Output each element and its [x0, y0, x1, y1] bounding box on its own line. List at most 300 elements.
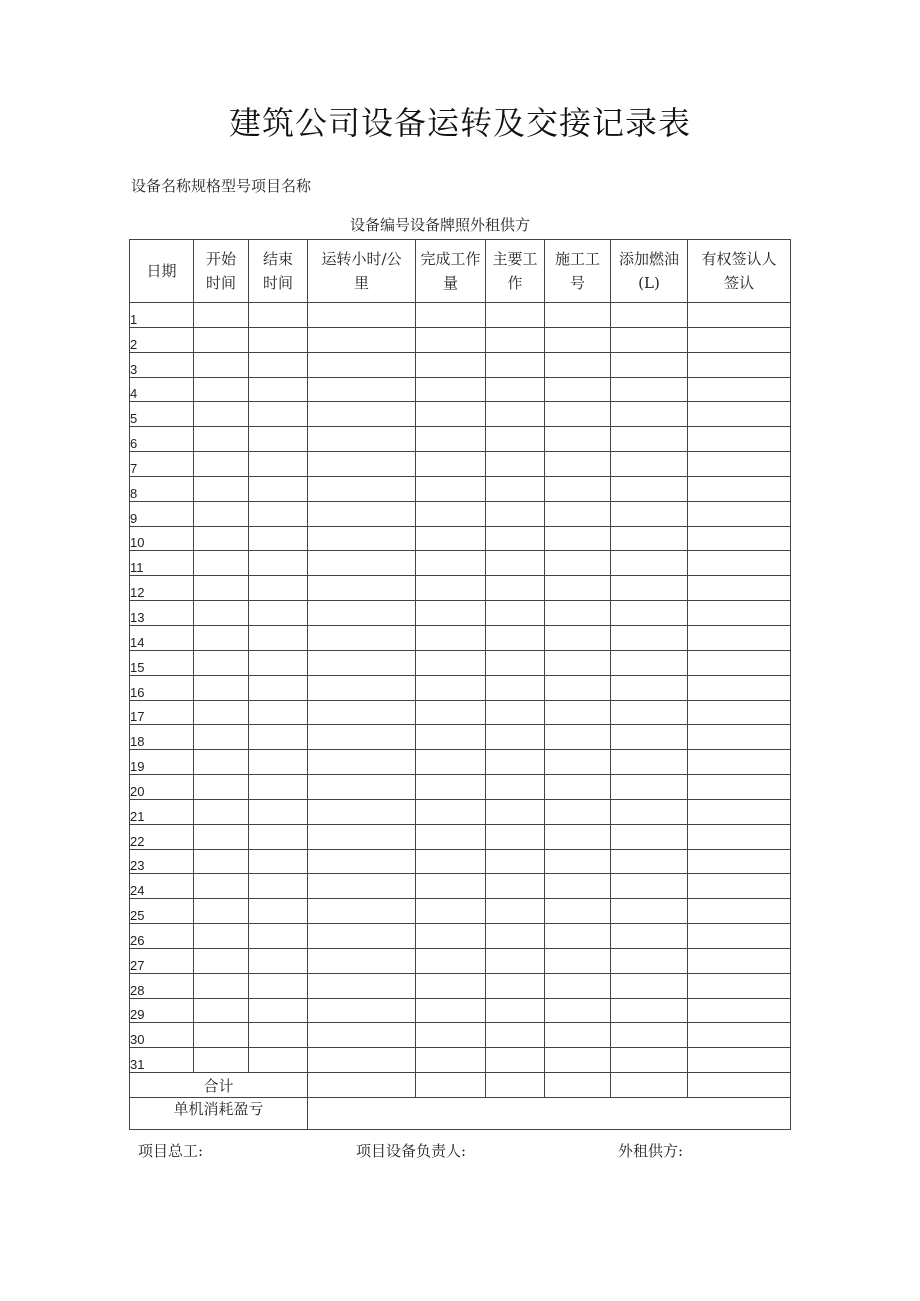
entry-cell[interactable]	[194, 775, 249, 800]
entry-cell[interactable]	[545, 849, 611, 874]
day-number: 14	[130, 625, 194, 650]
entry-cell[interactable]	[545, 476, 611, 501]
entry-cell[interactable]	[611, 551, 688, 576]
day-number: 4	[130, 377, 194, 402]
entry-cell[interactable]	[611, 998, 688, 1023]
entry-cell[interactable]	[486, 303, 545, 328]
entry-cell[interactable]	[688, 625, 791, 650]
entry-cell[interactable]	[194, 501, 249, 526]
entry-cell[interactable]	[611, 650, 688, 675]
entry-cell[interactable]	[611, 427, 688, 452]
entry-cell[interactable]	[611, 775, 688, 800]
entry-cell[interactable]	[194, 700, 249, 725]
entry-cell[interactable]	[486, 675, 545, 700]
entry-cell[interactable]	[416, 824, 486, 849]
entry-cell[interactable]	[194, 1023, 249, 1048]
entry-cell[interactable]	[416, 427, 486, 452]
entry-cell[interactable]	[611, 924, 688, 949]
entry-cell[interactable]	[688, 303, 791, 328]
entry-cell[interactable]	[688, 1048, 791, 1073]
entry-cell[interactable]	[688, 377, 791, 402]
entry-cell[interactable]	[486, 899, 545, 924]
entry-cell[interactable]	[308, 526, 416, 551]
entry-cell[interactable]	[308, 1048, 416, 1073]
day-row	[130, 799, 791, 824]
entry-cell[interactable]	[486, 973, 545, 998]
entry-cell[interactable]	[486, 924, 545, 949]
entry-cell[interactable]	[249, 973, 308, 998]
entry-cell[interactable]	[688, 824, 791, 849]
entry-cell[interactable]	[611, 476, 688, 501]
entry-cell[interactable]	[416, 924, 486, 949]
entry-cell[interactable]	[194, 327, 249, 352]
entry-cell[interactable]	[545, 750, 611, 775]
entry-cell[interactable]	[688, 799, 791, 824]
entry-cell[interactable]	[416, 303, 486, 328]
entry-cell[interactable]	[486, 476, 545, 501]
entry-cell[interactable]	[545, 824, 611, 849]
day-row	[130, 924, 791, 949]
day-number: 5	[130, 402, 194, 427]
entry-cell[interactable]	[308, 327, 416, 352]
entry-cell[interactable]	[308, 799, 416, 824]
entry-cell[interactable]	[545, 601, 611, 626]
entry-cell[interactable]	[194, 476, 249, 501]
entry-cell[interactable]	[611, 849, 688, 874]
entry-cell[interactable]	[688, 476, 791, 501]
entry-cell[interactable]	[249, 601, 308, 626]
entry-cell[interactable]	[688, 700, 791, 725]
entry-cell[interactable]	[611, 824, 688, 849]
entry-cell[interactable]	[249, 352, 308, 377]
entry-cell[interactable]	[249, 551, 308, 576]
entry-cell[interactable]	[611, 874, 688, 899]
entry-cell[interactable]	[194, 625, 249, 650]
header-signatory: 有权签认人 签认	[688, 240, 791, 303]
entry-cell[interactable]	[688, 427, 791, 452]
entry-cell[interactable]	[486, 501, 545, 526]
entry-cell[interactable]	[194, 1048, 249, 1073]
entry-cell[interactable]	[611, 948, 688, 973]
entry-cell[interactable]	[416, 526, 486, 551]
entry-cell[interactable]	[416, 625, 486, 650]
entry-cell[interactable]	[194, 750, 249, 775]
entry-cell[interactable]	[249, 948, 308, 973]
entry-cell[interactable]	[545, 700, 611, 725]
entry-cell[interactable]	[249, 526, 308, 551]
total-cell[interactable]	[416, 1073, 486, 1098]
entry-cell[interactable]	[308, 824, 416, 849]
entry-cell[interactable]	[688, 849, 791, 874]
day-row	[130, 402, 791, 427]
day-row	[130, 650, 791, 675]
entry-cell[interactable]	[194, 650, 249, 675]
entry-cell[interactable]	[416, 899, 486, 924]
entry-cell[interactable]	[688, 998, 791, 1023]
entry-cell[interactable]	[249, 452, 308, 477]
entry-cell[interactable]	[249, 874, 308, 899]
day-number: 25	[130, 899, 194, 924]
entry-cell[interactable]	[308, 973, 416, 998]
entry-cell[interactable]	[545, 948, 611, 973]
entry-cell[interactable]	[194, 377, 249, 402]
entry-cell[interactable]	[416, 377, 486, 402]
entry-cell[interactable]	[308, 650, 416, 675]
entry-cell[interactable]	[545, 650, 611, 675]
entry-cell[interactable]	[416, 874, 486, 899]
entry-cell[interactable]	[611, 675, 688, 700]
entry-cell[interactable]	[249, 700, 308, 725]
consumption-cell[interactable]	[308, 1098, 791, 1130]
entry-cell[interactable]	[249, 824, 308, 849]
total-cell[interactable]	[486, 1073, 545, 1098]
day-row	[130, 352, 791, 377]
entry-cell[interactable]	[486, 352, 545, 377]
header-fuel-added: 添加燃油 (L)	[611, 240, 688, 303]
day-number: 12	[130, 576, 194, 601]
entry-cell[interactable]	[688, 650, 791, 675]
entry-cell[interactable]	[308, 849, 416, 874]
entry-cell[interactable]	[688, 725, 791, 750]
entry-cell[interactable]	[249, 775, 308, 800]
day-number: 23	[130, 849, 194, 874]
entry-cell[interactable]	[486, 700, 545, 725]
entry-cell[interactable]	[416, 501, 486, 526]
day-row	[130, 973, 791, 998]
entry-cell[interactable]	[611, 1048, 688, 1073]
entry-cell[interactable]	[688, 327, 791, 352]
entry-cell[interactable]	[416, 452, 486, 477]
entry-cell[interactable]	[308, 377, 416, 402]
day-number: 3	[130, 352, 194, 377]
entry-cell[interactable]	[308, 352, 416, 377]
entry-cell[interactable]	[308, 675, 416, 700]
footer-equipment-manager: 项目设备负责人:	[356, 1142, 467, 1160]
entry-cell[interactable]	[249, 377, 308, 402]
entry-cell[interactable]	[545, 998, 611, 1023]
entry-cell[interactable]	[416, 849, 486, 874]
day-row	[130, 1048, 791, 1073]
entry-cell[interactable]	[688, 576, 791, 601]
entry-cell[interactable]	[486, 625, 545, 650]
entry-cell[interactable]	[486, 551, 545, 576]
day-number: 13	[130, 601, 194, 626]
entry-cell[interactable]	[611, 973, 688, 998]
entry-cell[interactable]	[486, 874, 545, 899]
total-cell[interactable]	[545, 1073, 611, 1098]
entry-cell[interactable]	[688, 402, 791, 427]
entry-cell[interactable]	[545, 1023, 611, 1048]
entry-cell[interactable]	[308, 402, 416, 427]
entry-cell[interactable]	[249, 625, 308, 650]
entry-cell[interactable]	[611, 402, 688, 427]
entry-cell[interactable]	[194, 526, 249, 551]
entry-cell[interactable]	[308, 576, 416, 601]
entry-cell[interactable]	[486, 849, 545, 874]
entry-cell[interactable]	[416, 973, 486, 998]
day-number: 19	[130, 750, 194, 775]
entry-cell[interactable]	[416, 601, 486, 626]
day-row	[130, 327, 791, 352]
entry-cell[interactable]	[249, 576, 308, 601]
entry-cell[interactable]	[194, 601, 249, 626]
entry-cell[interactable]	[249, 799, 308, 824]
equipment-info-line-2: 设备编号设备牌照外租供方	[350, 216, 531, 234]
entry-cell[interactable]	[416, 948, 486, 973]
entry-cell[interactable]	[486, 948, 545, 973]
entry-cell[interactable]	[486, 576, 545, 601]
entry-cell[interactable]	[194, 576, 249, 601]
day-row	[130, 899, 791, 924]
entry-cell[interactable]	[486, 601, 545, 626]
entry-cell[interactable]	[486, 824, 545, 849]
entry-cell[interactable]	[194, 725, 249, 750]
entry-cell[interactable]	[416, 775, 486, 800]
day-number: 2	[130, 327, 194, 352]
entry-cell[interactable]	[688, 973, 791, 998]
entry-cell[interactable]	[688, 501, 791, 526]
entry-cell[interactable]	[545, 899, 611, 924]
day-row	[130, 874, 791, 899]
entry-cell[interactable]	[486, 1023, 545, 1048]
entry-cell[interactable]	[688, 750, 791, 775]
entry-cell[interactable]	[249, 427, 308, 452]
entry-cell[interactable]	[194, 948, 249, 973]
entry-cell[interactable]	[688, 948, 791, 973]
entry-cell[interactable]	[545, 775, 611, 800]
entry-cell[interactable]	[308, 1023, 416, 1048]
day-number: 9	[130, 501, 194, 526]
entry-cell[interactable]	[308, 476, 416, 501]
entry-cell[interactable]	[308, 625, 416, 650]
entry-cell[interactable]	[416, 576, 486, 601]
day-row	[130, 303, 791, 328]
entry-cell[interactable]	[194, 899, 249, 924]
entry-cell[interactable]	[194, 849, 249, 874]
entry-cell[interactable]	[545, 526, 611, 551]
entry-cell[interactable]	[486, 750, 545, 775]
total-cell[interactable]	[688, 1073, 791, 1098]
entry-cell[interactable]	[249, 402, 308, 427]
total-cell[interactable]	[611, 1073, 688, 1098]
entry-cell[interactable]	[611, 526, 688, 551]
day-row	[130, 601, 791, 626]
entry-cell[interactable]	[249, 327, 308, 352]
entry-cell[interactable]	[416, 799, 486, 824]
entry-cell[interactable]	[249, 750, 308, 775]
entry-cell[interactable]	[416, 675, 486, 700]
entry-cell[interactable]	[486, 327, 545, 352]
entry-cell[interactable]	[249, 1023, 308, 1048]
entry-cell[interactable]	[611, 1023, 688, 1048]
day-row	[130, 948, 791, 973]
entry-cell[interactable]	[545, 551, 611, 576]
entry-cell[interactable]	[611, 899, 688, 924]
entry-cell[interactable]	[416, 1048, 486, 1073]
entry-cell[interactable]	[486, 377, 545, 402]
entry-cell[interactable]	[194, 824, 249, 849]
entry-cell[interactable]	[308, 899, 416, 924]
day-row	[130, 476, 791, 501]
entry-cell[interactable]	[545, 799, 611, 824]
entry-cell[interactable]	[545, 625, 611, 650]
entry-cell[interactable]	[486, 998, 545, 1023]
entry-cell[interactable]	[545, 303, 611, 328]
entry-cell[interactable]	[688, 1023, 791, 1048]
entry-cell[interactable]	[611, 601, 688, 626]
day-number: 27	[130, 948, 194, 973]
entry-cell[interactable]	[249, 849, 308, 874]
entry-cell[interactable]	[308, 948, 416, 973]
entry-cell[interactable]	[194, 675, 249, 700]
entry-cell[interactable]	[308, 750, 416, 775]
entry-cell[interactable]	[688, 452, 791, 477]
entry-cell[interactable]	[194, 427, 249, 452]
header-row	[130, 240, 791, 303]
entry-cell[interactable]	[486, 799, 545, 824]
entry-cell[interactable]	[688, 551, 791, 576]
entry-cell[interactable]	[611, 352, 688, 377]
entry-cell[interactable]	[545, 377, 611, 402]
entry-cell[interactable]	[308, 501, 416, 526]
entry-cell[interactable]	[308, 700, 416, 725]
entry-cell[interactable]	[611, 700, 688, 725]
entry-cell[interactable]	[545, 725, 611, 750]
entry-cell[interactable]	[416, 725, 486, 750]
total-cell[interactable]	[308, 1073, 416, 1098]
entry-cell[interactable]	[416, 402, 486, 427]
entry-cell[interactable]	[249, 998, 308, 1023]
entry-cell[interactable]	[249, 924, 308, 949]
entry-cell[interactable]	[688, 601, 791, 626]
entry-cell[interactable]	[194, 973, 249, 998]
entry-cell[interactable]	[416, 327, 486, 352]
entry-cell[interactable]	[194, 402, 249, 427]
entry-cell[interactable]	[688, 899, 791, 924]
entry-cell[interactable]	[194, 799, 249, 824]
day-row	[130, 526, 791, 551]
entry-cell[interactable]	[611, 327, 688, 352]
entry-cell[interactable]	[249, 725, 308, 750]
entry-cell[interactable]	[611, 303, 688, 328]
entry-cell[interactable]	[545, 352, 611, 377]
entry-cell[interactable]	[545, 1048, 611, 1073]
entry-cell[interactable]	[416, 998, 486, 1023]
entry-cell[interactable]	[611, 576, 688, 601]
entry-cell[interactable]	[416, 650, 486, 675]
equipment-info-line-1: 设备名称规格型号项目名称	[131, 177, 312, 195]
entry-cell[interactable]	[545, 973, 611, 998]
entry-cell[interactable]	[249, 303, 308, 328]
entry-cell[interactable]	[486, 650, 545, 675]
entry-cell[interactable]	[545, 924, 611, 949]
entry-cell[interactable]	[545, 501, 611, 526]
entry-cell[interactable]	[308, 998, 416, 1023]
entry-cell[interactable]	[545, 327, 611, 352]
entry-cell[interactable]	[611, 750, 688, 775]
entry-cell[interactable]	[486, 402, 545, 427]
day-number: 16	[130, 675, 194, 700]
entry-cell[interactable]	[611, 377, 688, 402]
entry-cell[interactable]	[416, 700, 486, 725]
entry-cell[interactable]	[416, 476, 486, 501]
entry-cell[interactable]	[194, 452, 249, 477]
entry-cell[interactable]	[545, 427, 611, 452]
entry-cell[interactable]	[194, 924, 249, 949]
entry-cell[interactable]	[688, 675, 791, 700]
entry-cell[interactable]	[486, 725, 545, 750]
entry-cell[interactable]	[308, 725, 416, 750]
entry-cell[interactable]	[688, 924, 791, 949]
entry-cell[interactable]	[611, 501, 688, 526]
entry-cell[interactable]	[416, 750, 486, 775]
entry-cell[interactable]	[486, 1048, 545, 1073]
day-row	[130, 377, 791, 402]
day-row	[130, 427, 791, 452]
day-row	[130, 675, 791, 700]
entry-cell[interactable]	[194, 303, 249, 328]
entry-cell[interactable]	[486, 452, 545, 477]
day-row	[130, 824, 791, 849]
entry-cell[interactable]	[194, 352, 249, 377]
entry-cell[interactable]	[688, 526, 791, 551]
entry-cell[interactable]	[611, 452, 688, 477]
total-row	[130, 1073, 791, 1098]
day-row	[130, 849, 791, 874]
entry-cell[interactable]	[545, 874, 611, 899]
entry-cell[interactable]	[308, 427, 416, 452]
entry-cell[interactable]	[611, 799, 688, 824]
entry-cell[interactable]	[194, 551, 249, 576]
entry-cell[interactable]	[249, 675, 308, 700]
entry-cell[interactable]	[688, 874, 791, 899]
entry-cell[interactable]	[486, 775, 545, 800]
day-row	[130, 452, 791, 477]
entry-cell[interactable]	[688, 352, 791, 377]
entry-cell[interactable]	[416, 352, 486, 377]
total-label: 合计	[130, 1073, 308, 1098]
entry-cell[interactable]	[194, 874, 249, 899]
entry-cell[interactable]	[486, 427, 545, 452]
entry-cell[interactable]	[308, 924, 416, 949]
entry-cell[interactable]	[545, 576, 611, 601]
day-number: 1	[130, 303, 194, 328]
entry-cell[interactable]	[249, 650, 308, 675]
day-number: 8	[130, 476, 194, 501]
entry-cell[interactable]	[308, 551, 416, 576]
entry-cell[interactable]	[416, 1023, 486, 1048]
entry-cell[interactable]	[308, 452, 416, 477]
entry-cell[interactable]	[545, 675, 611, 700]
entry-cell[interactable]	[249, 476, 308, 501]
entry-cell[interactable]	[688, 775, 791, 800]
entry-cell[interactable]	[249, 501, 308, 526]
entry-cell[interactable]	[545, 452, 611, 477]
entry-cell[interactable]	[249, 899, 308, 924]
entry-cell[interactable]	[486, 526, 545, 551]
day-row	[130, 501, 791, 526]
entry-cell[interactable]	[249, 1048, 308, 1073]
entry-cell[interactable]	[416, 551, 486, 576]
entry-cell[interactable]	[308, 601, 416, 626]
entry-cell[interactable]	[308, 303, 416, 328]
entry-cell[interactable]	[194, 998, 249, 1023]
entry-cell[interactable]	[545, 402, 611, 427]
entry-cell[interactable]	[308, 775, 416, 800]
entry-cell[interactable]	[611, 625, 688, 650]
entry-cell[interactable]	[611, 725, 688, 750]
entry-cell[interactable]	[308, 874, 416, 899]
